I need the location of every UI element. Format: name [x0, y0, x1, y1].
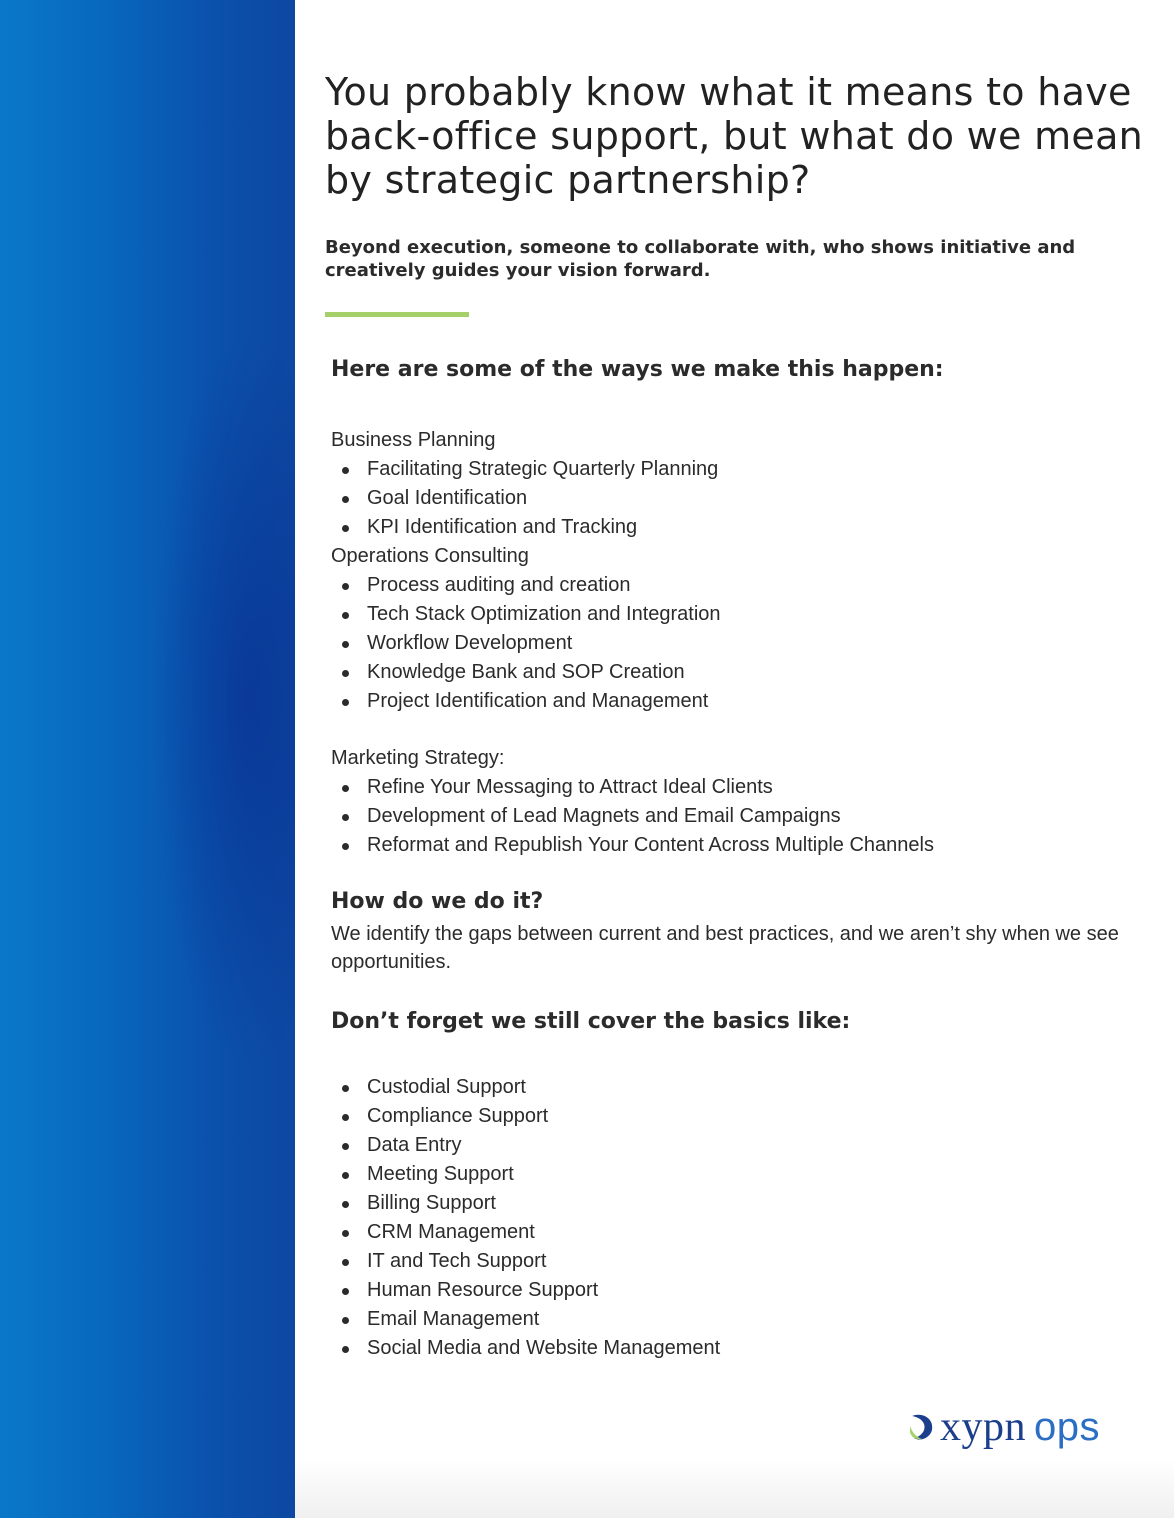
basics-section	[331, 1008, 1141, 1036]
bullet-icon	[342, 785, 349, 792]
basics-heading: Don’t forget we still cover the basics like:	[331, 1009, 851, 1034]
group-label-business-planning: Business Planning	[331, 429, 496, 451]
bullet-icon	[342, 1201, 349, 1208]
list-item	[331, 455, 1141, 484]
how-heading: How do we do it?	[331, 889, 544, 914]
list-item	[331, 513, 1141, 542]
bullet-icon	[342, 641, 349, 648]
list-item	[331, 1073, 1141, 1102]
list-item-text: CRM Management	[367, 1221, 535, 1243]
bullet-icon	[342, 1288, 349, 1295]
basics-list	[331, 1073, 1141, 1363]
business-planning-group	[331, 426, 1141, 716]
list-item-text: Compliance Support	[367, 1105, 549, 1127]
bullet-icon	[342, 843, 349, 850]
basics-list-section	[331, 1073, 1141, 1363]
list-item	[331, 1160, 1141, 1189]
list-item	[331, 658, 1141, 687]
group-label-marketing-strategy: Marketing Strategy:	[331, 747, 505, 769]
ways-heading: Here are some of the ways we make this happen:	[331, 357, 944, 382]
list-item-text: Billing Support	[367, 1192, 496, 1214]
bullet-icon	[342, 1172, 349, 1179]
marketing-strategy-list	[331, 773, 1141, 860]
bullet-icon	[342, 496, 349, 503]
list-item	[331, 1247, 1141, 1276]
bullet-icon	[342, 467, 349, 474]
logo-suffix-text: ops	[1034, 1405, 1100, 1449]
operations-consulting-list	[331, 571, 1141, 716]
list-item-text: KPI Identification and Tracking	[367, 516, 638, 538]
list-item	[331, 831, 1141, 860]
marketing-strategy-group	[331, 744, 1141, 860]
how-section	[331, 888, 1141, 976]
list-item-text: Refine Your Messaging to Attract Ideal Clients	[367, 776, 773, 798]
list-item-text: Custodial Support	[367, 1076, 526, 1098]
page-headline: You probably know what it means to have back-office support, but what do we mean by strategic partnership?	[325, 70, 1144, 202]
decorative-blue-side-band	[0, 0, 295, 1518]
bullet-icon	[342, 1114, 349, 1121]
bullet-icon	[342, 612, 349, 619]
list-item-text: Goal Identification	[367, 487, 528, 509]
group-label-operations-consulting: Operations Consulting	[331, 545, 529, 567]
list-item	[331, 484, 1141, 513]
page-subheading: Beyond execution, someone to collaborate with, who shows initiative and creatively guides your vision forward.	[325, 237, 1076, 281]
list-item	[331, 802, 1141, 831]
bullet-icon	[342, 1317, 349, 1324]
bullet-icon	[342, 670, 349, 677]
logo-brand-text: xypn	[940, 1404, 1026, 1450]
list-item	[331, 1102, 1141, 1131]
list-item	[331, 1218, 1141, 1247]
bullet-icon	[342, 1230, 349, 1237]
bullet-icon	[342, 814, 349, 821]
page-bottom-shadow	[295, 1458, 1174, 1518]
list-item-text: Facilitating Strategic Quarterly Planning	[367, 458, 719, 480]
logo-wordmark	[940, 1406, 1100, 1448]
how-body-text: We identify the gaps between current and best practices, and we aren’t shy when we see opportunities.	[331, 923, 1119, 973]
list-item-text: Knowledge Bank and SOP Creation	[367, 661, 685, 683]
list-item-text: Data Entry	[367, 1134, 462, 1156]
xypn-ops-logo	[908, 1402, 1148, 1452]
leaf-swirl-icon	[908, 1410, 936, 1444]
business-planning-list	[331, 455, 1141, 542]
bullet-icon	[342, 1259, 349, 1266]
bullet-icon	[342, 1085, 349, 1092]
list-item-text: Email Management	[367, 1308, 540, 1330]
list-item-text: Reformat and Republish Your Content Across Multiple Channels	[367, 834, 934, 856]
list-item-text: Process auditing and creation	[367, 574, 631, 596]
list-item	[331, 1334, 1141, 1363]
list-item-text: IT and Tech Support	[367, 1250, 547, 1272]
list-item-text: Meeting Support	[367, 1163, 514, 1185]
list-item	[331, 1276, 1141, 1305]
list-item	[331, 1305, 1141, 1334]
list-item	[331, 687, 1141, 716]
bullet-icon	[342, 583, 349, 590]
list-item	[331, 773, 1141, 802]
list-item-text: Workflow Development	[367, 632, 573, 654]
bullet-icon	[342, 699, 349, 706]
bullet-icon	[342, 1143, 349, 1150]
bullet-icon	[342, 1346, 349, 1353]
list-item-text: Tech Stack Optimization and Integration	[367, 603, 721, 625]
green-accent-divider	[325, 312, 469, 317]
list-item	[331, 629, 1141, 658]
ways-section	[331, 356, 1141, 384]
list-item-text: Social Media and Website Management	[367, 1337, 721, 1359]
list-item	[331, 1189, 1141, 1218]
list-item-text: Project Identification and Management	[367, 690, 709, 712]
list-item	[331, 600, 1141, 629]
list-item-text: Development of Lead Magnets and Email Campaigns	[367, 805, 841, 827]
list-item	[331, 1131, 1141, 1160]
bullet-icon	[342, 525, 349, 532]
list-item-text: Human Resource Support	[367, 1279, 599, 1301]
list-item	[331, 571, 1141, 600]
